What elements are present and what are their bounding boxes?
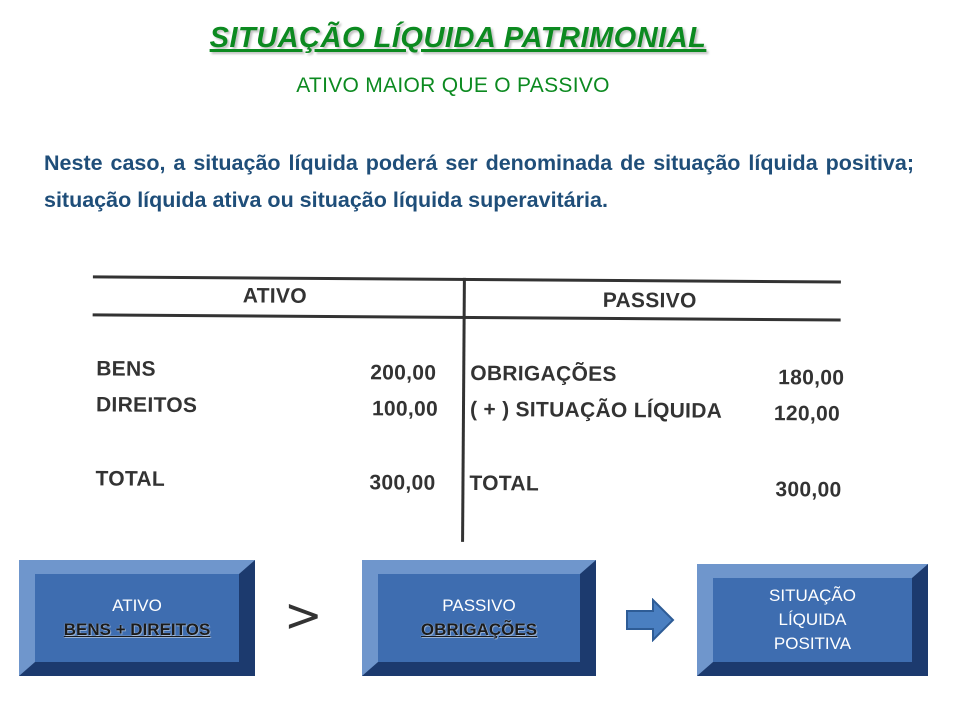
description-paragraph: Neste caso, a situação líquida poderá ser denominada de situação líquida positiva; situação líquida ativa ou situação líquida superavitária. bbox=[44, 151, 914, 212]
right-arrow-icon bbox=[625, 598, 675, 642]
situacao-box-line2: LÍQUIDA bbox=[778, 610, 847, 629]
page-title: SITUAÇÃO LÍQUIDA PATRIMONIAL bbox=[209, 22, 707, 54]
passivo-row-label: ( + ) SITUAÇÃO LÍQUIDA bbox=[469, 397, 723, 423]
ativo-total-label: TOTAL bbox=[95, 467, 166, 491]
ativo-row-value: 200,00 bbox=[370, 361, 437, 385]
ativo-total-value: 300,00 bbox=[369, 471, 436, 495]
situacao-box-line3: POSITIVA bbox=[773, 634, 852, 653]
passivo-row-value: 120,00 bbox=[773, 402, 841, 426]
t-account bbox=[89, 269, 861, 546]
passivo-header: PASSIVO bbox=[602, 288, 697, 313]
passivo-box bbox=[362, 560, 596, 676]
situacao-liquida-box bbox=[697, 564, 928, 676]
ativo-row-value: 100,00 bbox=[371, 397, 439, 421]
greater-than-operator: > bbox=[284, 588, 323, 642]
ativo-header: ATIVO bbox=[242, 284, 307, 308]
passivo-row-label: OBRIGAÇÕES bbox=[470, 361, 617, 386]
ativo-box-title: ATIVO bbox=[112, 596, 162, 615]
t-account-top-line bbox=[93, 275, 841, 283]
ativo-row-label: DIREITOS bbox=[95, 393, 198, 418]
ativo-box bbox=[19, 560, 255, 676]
passivo-total-label: TOTAL bbox=[469, 471, 540, 496]
t-account-header-line bbox=[93, 313, 841, 321]
passivo-box-title: PASSIVO bbox=[442, 596, 516, 615]
passivo-total-value: 300,00 bbox=[775, 478, 842, 502]
ativo-box-detail: BENS + DIREITOS bbox=[63, 620, 211, 639]
situacao-box-line1: SITUAÇÃO bbox=[769, 586, 856, 605]
ativo-row-label: BENS bbox=[96, 357, 156, 381]
passivo-row-value: 180,00 bbox=[778, 366, 845, 390]
t-account-divider bbox=[461, 278, 466, 542]
passivo-box-detail: OBRIGAÇÕES bbox=[420, 620, 538, 639]
page-subtitle: ATIVO MAIOR QUE O PASSIVO bbox=[296, 74, 610, 97]
